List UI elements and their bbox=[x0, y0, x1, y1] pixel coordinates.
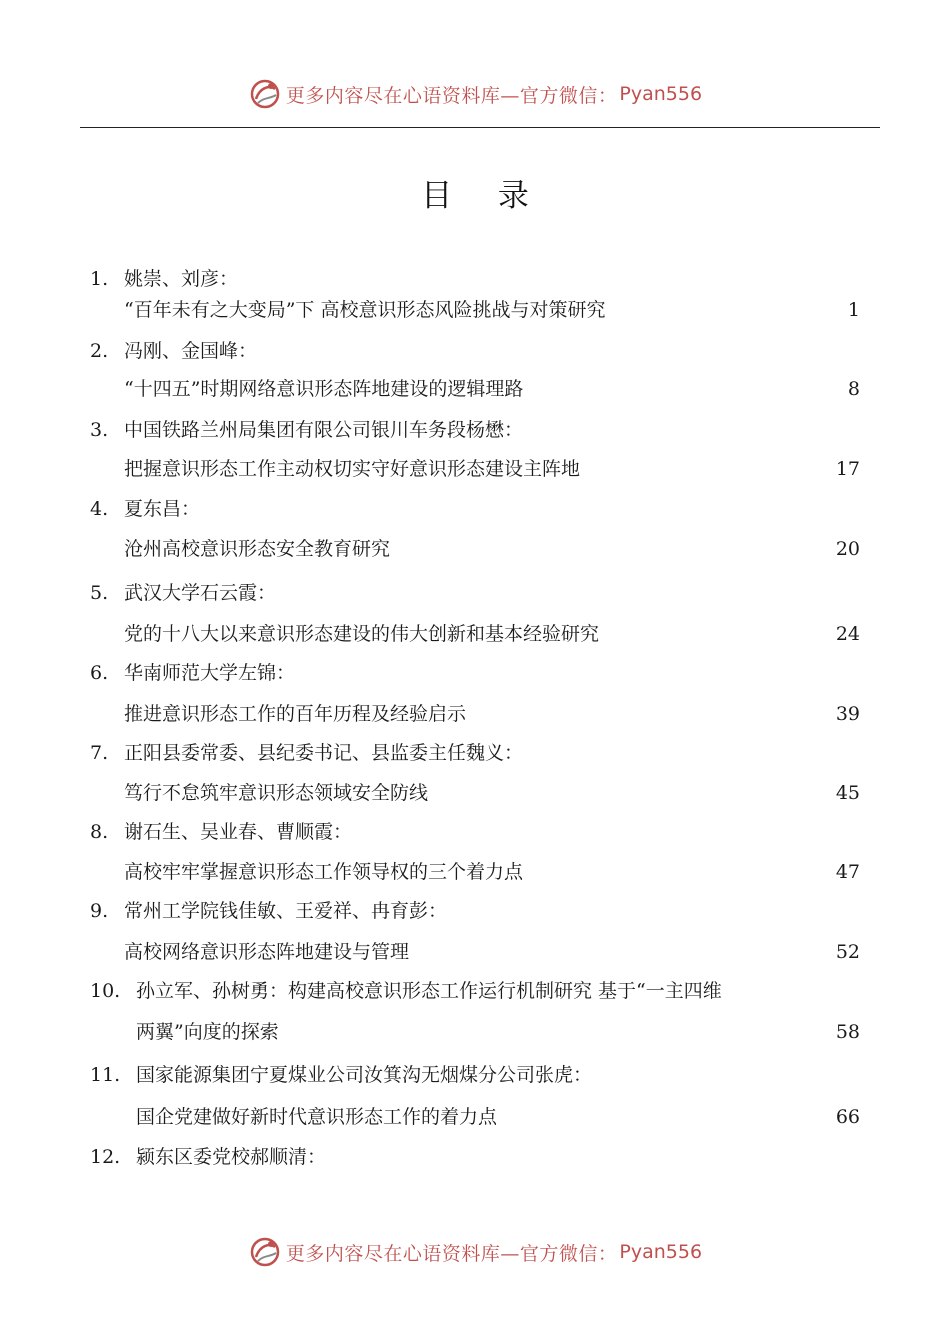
toc-entry-number: 5. bbox=[90, 582, 109, 604]
toc-entry-author: 孙立军、孙树勇：构建高校意识形态工作运行机制研究 基于“一主四维 bbox=[136, 980, 722, 1002]
toc-entry-author-line bbox=[90, 418, 523, 442]
toc-entry-page-number: 47 bbox=[835, 861, 860, 883]
toc-entry-number: 4. bbox=[90, 498, 109, 520]
toc-entry-page-number: 8 bbox=[847, 378, 860, 400]
toc-entry-number: 7. bbox=[90, 742, 109, 764]
toc-entry-number: 6. bbox=[90, 662, 109, 684]
toc-entry-page-number: 39 bbox=[835, 703, 860, 725]
toc-entry-page-number: 24 bbox=[835, 623, 860, 645]
toc-entry-author-line bbox=[90, 267, 238, 291]
toc-entry-number: 11. bbox=[90, 1064, 121, 1086]
toc-entry-number: 8. bbox=[90, 821, 109, 843]
toc-entry-number: 2. bbox=[90, 340, 109, 362]
toc-entry-page-number: 52 bbox=[835, 941, 860, 963]
toc-entry-author-line bbox=[90, 1063, 592, 1087]
banner-wechat-id: Pyan556 bbox=[619, 83, 703, 105]
toc-entry-number: 3. bbox=[90, 419, 109, 441]
toc-entry-author: 国家能源集团宁夏煤业公司汝箕沟无烟煤分公司张虎： bbox=[136, 1064, 593, 1086]
toc-entry-author: 谢石生、吴业春、曹顺霞： bbox=[124, 821, 353, 843]
toc-entry-page-number: 17 bbox=[835, 458, 860, 480]
banner-text: 更多内容尽在心语资料库—官方微信： bbox=[285, 84, 618, 107]
toc-entry-title: “十四五”时期网络意识形态阵地建设的逻辑理路 bbox=[124, 378, 524, 400]
watermark-banner-bottom bbox=[0, 1232, 950, 1272]
toc-entry-author: 正阳县委常委、县纪委书记、县监委主任魏义： bbox=[124, 742, 524, 764]
toc-entry-number: 1. bbox=[90, 268, 109, 290]
toc-entry-author-line bbox=[90, 497, 200, 521]
toc-entry-author-line bbox=[90, 820, 352, 844]
toc-entry-page-number: 20 bbox=[835, 538, 860, 560]
toc-entry-title: 把握意识形态工作主动权切实守好意识形态建设主阵地 bbox=[124, 458, 581, 480]
page-title: 目 录 bbox=[421, 178, 547, 214]
toc-entry-author: 冯刚、金国峰： bbox=[124, 340, 258, 362]
toc-entry-author-line bbox=[90, 979, 722, 1003]
toc-entry-page-number: 58 bbox=[835, 1021, 860, 1043]
toc-entry-title: 笃行不怠筑牢意识形态领域安全防线 bbox=[124, 782, 429, 804]
toc-entry-author: 华南师范大学左锦： bbox=[124, 662, 296, 684]
toc-entry-title: 两翼”向度的探索 bbox=[136, 1021, 279, 1043]
toc-entry-author-line bbox=[90, 661, 295, 685]
toc-entry-page-number: 66 bbox=[835, 1106, 860, 1128]
toc-entry-page-number: 1 bbox=[847, 299, 860, 321]
toc-entry-title: 党的十八大以来意识形态建设的伟大创新和基本经验研究 bbox=[124, 623, 600, 645]
toc-entry-author-line bbox=[90, 1145, 326, 1169]
toc-entry-number: 12. bbox=[90, 1146, 121, 1168]
toc-entry-page-number: 45 bbox=[835, 782, 860, 804]
toc-entry-author: 夏东昌： bbox=[124, 498, 201, 520]
toc-entry-number: 10. bbox=[90, 980, 121, 1002]
toc-entry-author: 武汉大学石云霞： bbox=[124, 582, 277, 604]
toc-entry-title: 沧州高校意识形态安全教育研究 bbox=[124, 538, 391, 560]
toc-entry-title: 推进意识形态工作的百年历程及经验启示 bbox=[124, 703, 467, 725]
toc-entry-title: 高校网络意识形态阵地建设与管理 bbox=[124, 941, 410, 963]
toc-entry-author: 中国铁路兰州局集团有限公司银川车务段杨懋： bbox=[124, 419, 524, 441]
toc-entry-author: 常州工学院钱佳敏、王爱祥、冉育彭： bbox=[124, 900, 448, 922]
toc-entry-author-line bbox=[90, 741, 523, 765]
toc-entry-author-line bbox=[90, 581, 276, 605]
toc-entry-title: 高校牢牢掌握意识形态工作领导权的三个着力点 bbox=[124, 861, 524, 883]
toc-entry-author: 姚崇、刘彦： bbox=[124, 268, 239, 290]
toc-entry-title: 国企党建做好新时代意识形态工作的着力点 bbox=[136, 1106, 498, 1128]
toc-entry-author-line bbox=[90, 899, 447, 923]
toc-entry-title: “百年未有之大变局”下 高校意识形态风险挑战与对策研究 bbox=[124, 299, 606, 321]
toc-entry-author: 颍东区委党校郝顺清： bbox=[136, 1146, 327, 1168]
banner-text: 更多内容尽在心语资料库—官方微信： bbox=[285, 1242, 618, 1265]
toc-entry-author-line bbox=[90, 339, 257, 363]
toc-entry-number: 9. bbox=[90, 900, 109, 922]
logo-icon bbox=[248, 1235, 282, 1269]
banner-wechat-id: Pyan556 bbox=[619, 1241, 703, 1263]
